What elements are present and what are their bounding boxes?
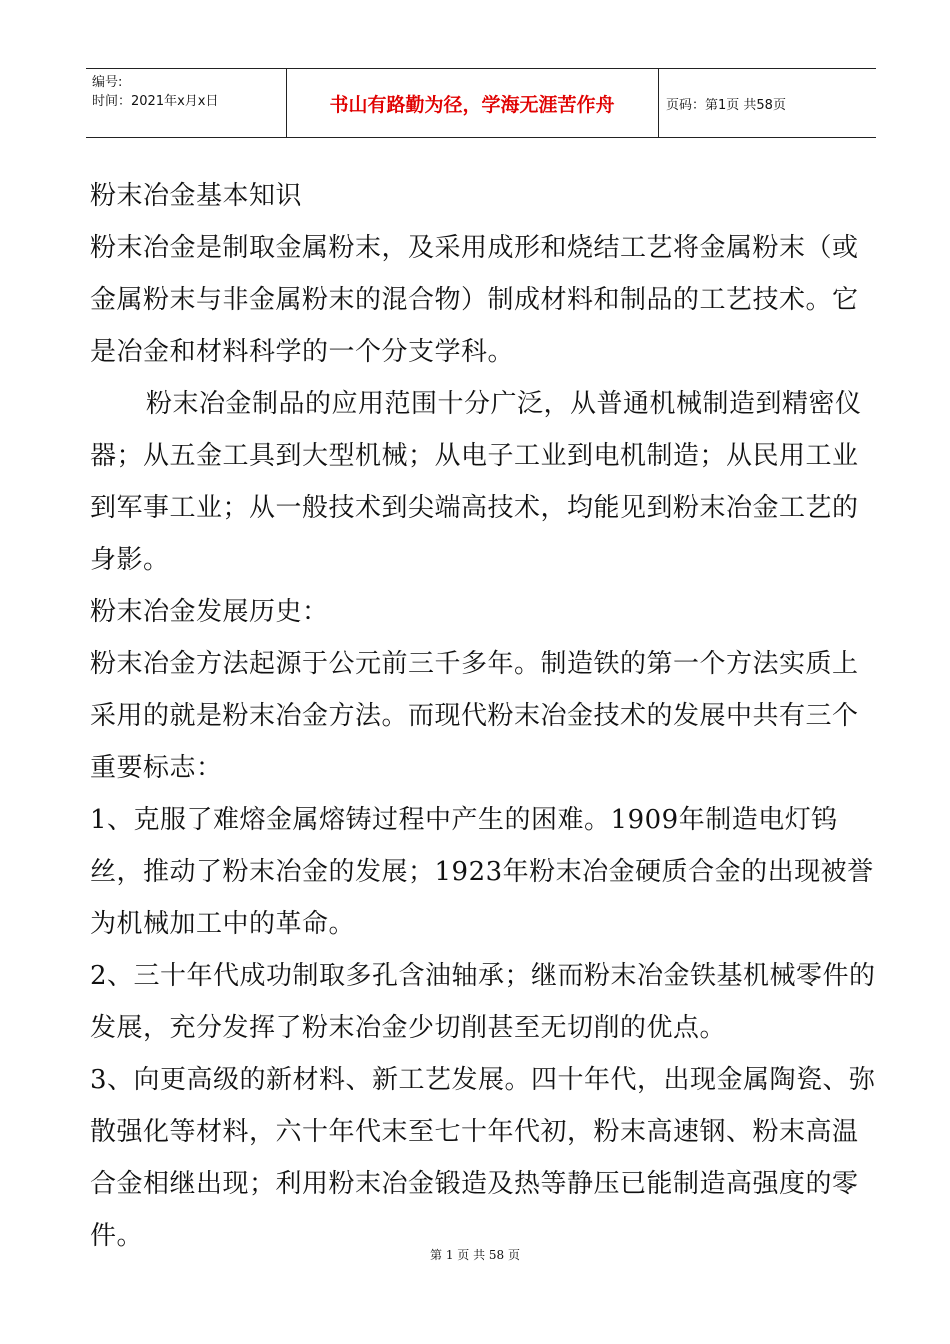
list-item: 1、克服了难熔金属熔铸过程中产生的困难。1909年制造电灯钨丝，推动了粉末冶金的发展；1923年粉末冶金硬质合金的出现被誉为机械加工中的革命。: [90, 805, 874, 939]
header-meta: [92, 73, 218, 111]
document-title: 粉末冶金基本知识: [90, 181, 303, 211]
paragraph: 粉末冶金方法起源于公元前三千多年。制造铁的第一个方法实质上采用的就是粉末冶金方法。而现代粉末冶金技术的发展中共有三个重要标志：: [90, 649, 859, 783]
paragraph: 粉末冶金制品的应用范围十分广泛，从普通机械制造到精密仪器；从五金工具到大型机械；从电子工业到电机制造；从民用工业到军事工业；从一般技术到尖端高技术，均能见到粉末冶金工艺的身影。: [90, 389, 862, 575]
header-time-label: 时间：2021年x月x日: [92, 94, 219, 109]
header-page-info: 页码：第1页 共58页: [666, 97, 786, 113]
header-number-label: 编号:: [92, 75, 123, 90]
paragraph: 粉末冶金是制取金属粉末，及采用成形和烧结工艺将金属粉末（或金属粉末与非金属粉末的混合物）制成材料和制品的工艺技术。它是冶金和材料科学的一个分支学科。: [90, 233, 859, 367]
page-header: [86, 68, 876, 138]
page-footer: 第 1 页 共 58 页: [430, 1248, 520, 1262]
list-item: 2、三十年代成功制取多孔含油轴承；继而粉末冶金铁基机械零件的发展，充分发挥了粉末冶金少切削甚至无切削的优点。: [90, 961, 876, 1043]
section-heading: 粉末冶金发展历史：: [90, 597, 329, 627]
header-motto: 书山有路勤为径，学海无涯苦作舟: [329, 93, 615, 116]
header-divider: [658, 69, 659, 137]
list-item: 3、向更高级的新材料、新工艺发展。四十年代，出现金属陶瓷、弥散强化等材料，六十年代末至七十年代初，粉末高速钢、粉末高温合金相继出现；利用粉末冶金锻造及热等静压已能制造高强度的零件。: [90, 1065, 876, 1251]
document-body: [90, 170, 880, 1262]
